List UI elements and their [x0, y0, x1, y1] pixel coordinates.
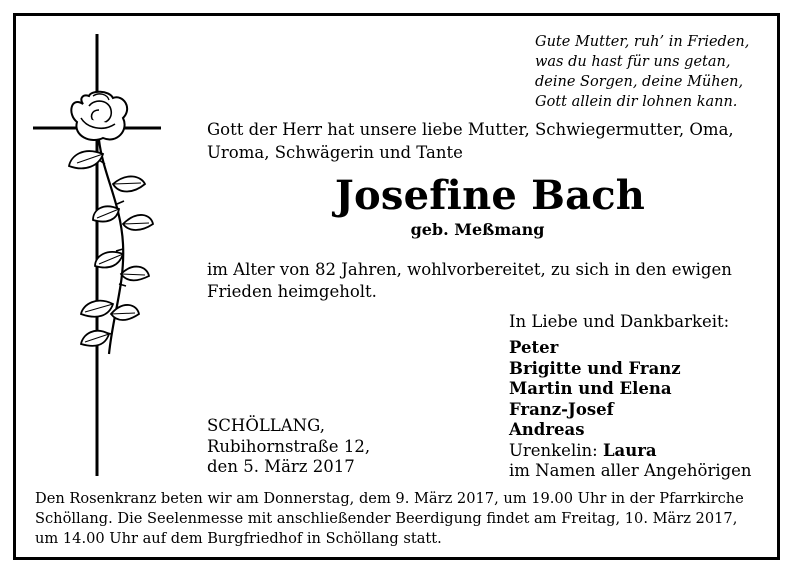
poem-line: was du hast für uns getan, [535, 54, 731, 70]
great-grandchild-label: Urenkelin: [509, 440, 598, 460]
deceased-name: Josefine Bach [334, 172, 646, 219]
address-line: den 5. März 2017 [207, 457, 355, 476]
service-line: Den Rosenkranz beten wir am Donnerstag, dem 9. März 2017, um 19.00 Uhr in der Pfarrkirche [35, 490, 744, 507]
cross-with-rose-icon [33, 34, 163, 476]
intro-line: Uroma, Schwägerin und Tante [207, 143, 463, 162]
great-grandchild-name: Laura [602, 440, 657, 460]
announcement-line: im Alter von 82 Jahren, wohlvorbereitet, zu sich in den ewigen [207, 260, 732, 279]
intro-text [207, 118, 734, 164]
mourners-heading: In Liebe und Dankbarkeit: [509, 312, 730, 331]
address-line: SCHÖLLANG, [207, 416, 325, 435]
service-details [35, 489, 744, 549]
mourners-list [509, 338, 752, 482]
service-line: um 14.00 Uhr auf dem Burgfriedhof in Schöllang statt. [35, 530, 442, 547]
mourners-closing: im Namen aller Angehörigen [509, 461, 752, 480]
poem-line: Gott allein dir lohnen kann. [535, 94, 738, 110]
address-line: Rubihornstraße 12, [207, 436, 371, 456]
service-line: Schöllang. Die Seelenmesse mit anschließender Beerdigung findet am Freitag, 10. März 2017, [35, 510, 738, 527]
mourner-name: Brigitte und Franz [509, 358, 681, 378]
poem [535, 32, 749, 112]
intro-line: Gott der Herr hat unsere liebe Mutter, Schwiegermutter, Oma, [207, 120, 734, 139]
poem-line: Gute Mutter, ruh’ in Frieden, [535, 34, 750, 50]
mourner-name: Franz-Josef [509, 399, 614, 419]
announcement-text [207, 259, 732, 303]
mourner-name: Peter [509, 338, 559, 357]
maiden-name: geb. Meßmang [410, 220, 545, 239]
announcement-line: Frieden heimgeholt. [207, 282, 377, 301]
mourner-name: Andreas [509, 420, 585, 439]
mourner-name: Martin und Elena [509, 379, 672, 398]
great-grandchild-line [509, 441, 752, 462]
address-block [207, 416, 370, 478]
poem-line: deine Sorgen, deine Mühen, [535, 74, 744, 90]
